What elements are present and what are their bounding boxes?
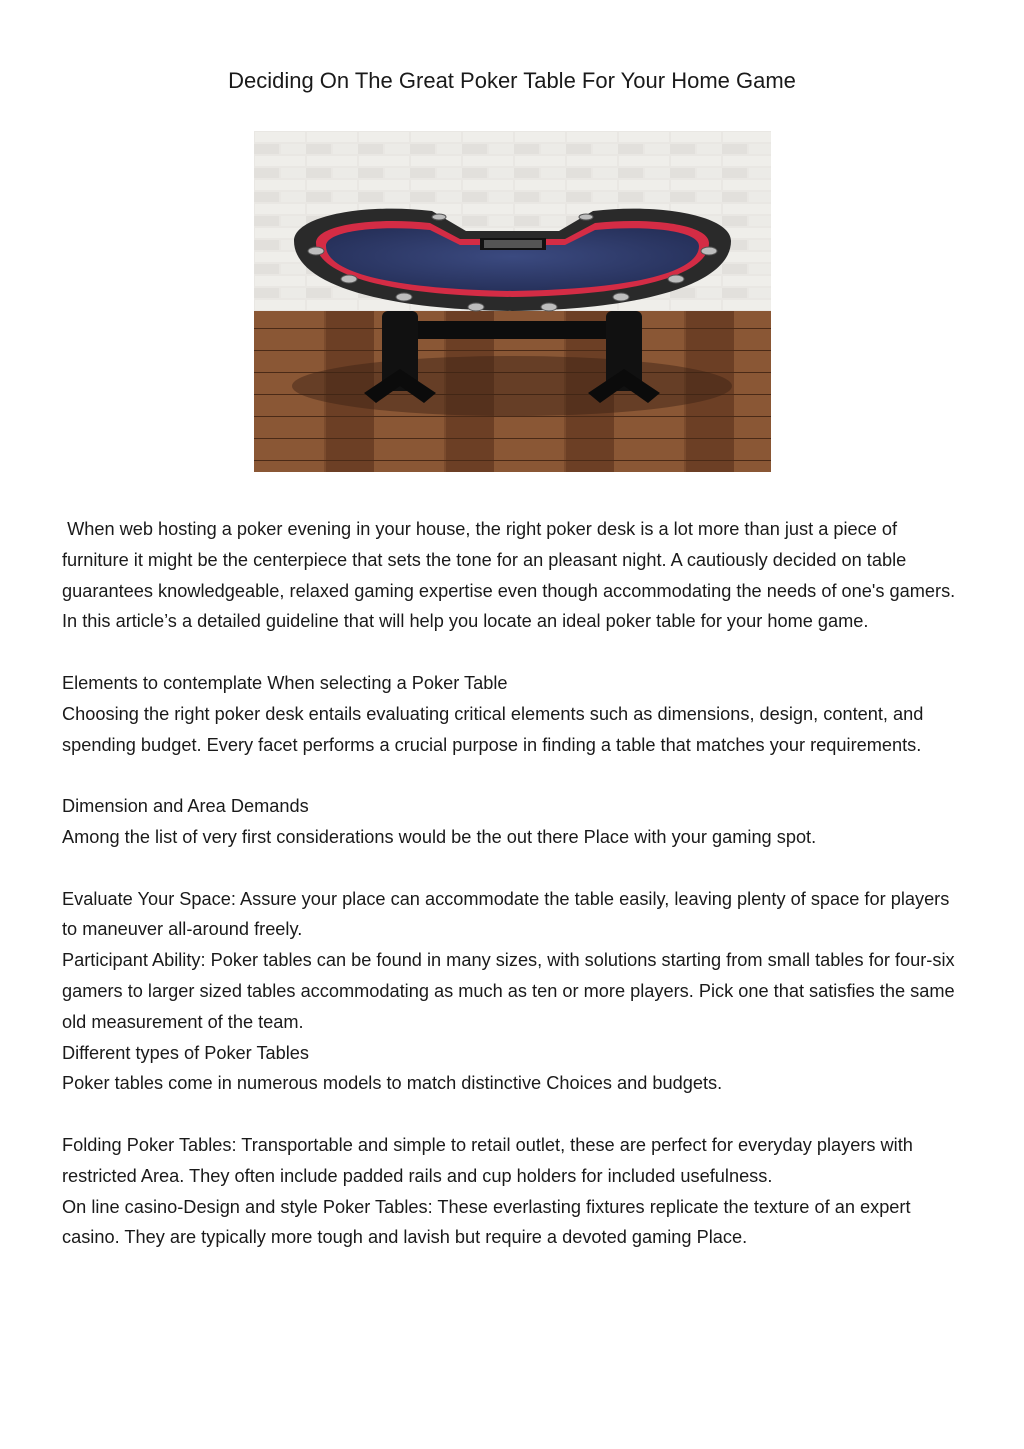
paragraph: Poker tables come in numerous models to match distinctive Choices and budgets. — [62, 1073, 723, 1094]
paragraph: On line casino-Design and style Poker Tables: These everlasting fixtures replicate the texture of an expert casino. They are typically more tough and lavish but require a devoted gaming Place. — [62, 1196, 916, 1248]
paragraph: Elements to contemplate When selecting a Poker Table — [62, 672, 508, 693]
paragraph: Different types of Poker Tables — [62, 1042, 310, 1063]
article-body — [62, 514, 962, 1253]
paragraph: When web hosting a poker evening in your house, the right poker desk is a lot more than just a piece of furniture it might be the centerpiece that sets the tone for an pleasant night. A cautiously decided on table guarantees knowledgeable, relaxed gaming expertise even though accommodating the needs of one's gamers. In this article’s a detailed guideline that will help you locate an ideal poker table for your home game. — [62, 519, 961, 632]
paragraph: Choosing the right poker desk entails evaluating critical elements such as dimensions, design, content, and spending budget. Every facet performs a crucial purpose in finding a table that matches your requirements. — [62, 703, 929, 755]
paragraph: Folding Poker Tables: Transportable and simple to retail outlet, these are perfect for everyday players with restricted Area. They often include padded rails and cup holders for included usefulness. — [62, 1134, 918, 1186]
page-title: Deciding On The Great Poker Table For Your Home Game — [228, 68, 796, 93]
paragraph: Participant Ability: Poker tables can be found in many sizes, with solutions starting from small tables for four-six gamers to larger sized tables accommodating as much as ten or more players. Pick one that satisfies the same old measurement of the team. — [62, 950, 960, 1032]
poker-table-photo — [254, 131, 771, 472]
paragraph-gap — [62, 637, 962, 668]
paragraph: Among the list of very first considerations would be the out there Place with your gaming spot. — [62, 826, 817, 847]
paragraph-gap — [62, 853, 962, 884]
paragraph-gap — [62, 1099, 962, 1130]
paragraph: Dimension and Area Demands — [62, 796, 309, 817]
paragraph-gap — [62, 760, 962, 791]
paragraph: Evaluate Your Space: Assure your place can accommodate the table easily, leaving plenty of space for players to maneuver all-around freely. — [62, 888, 955, 940]
